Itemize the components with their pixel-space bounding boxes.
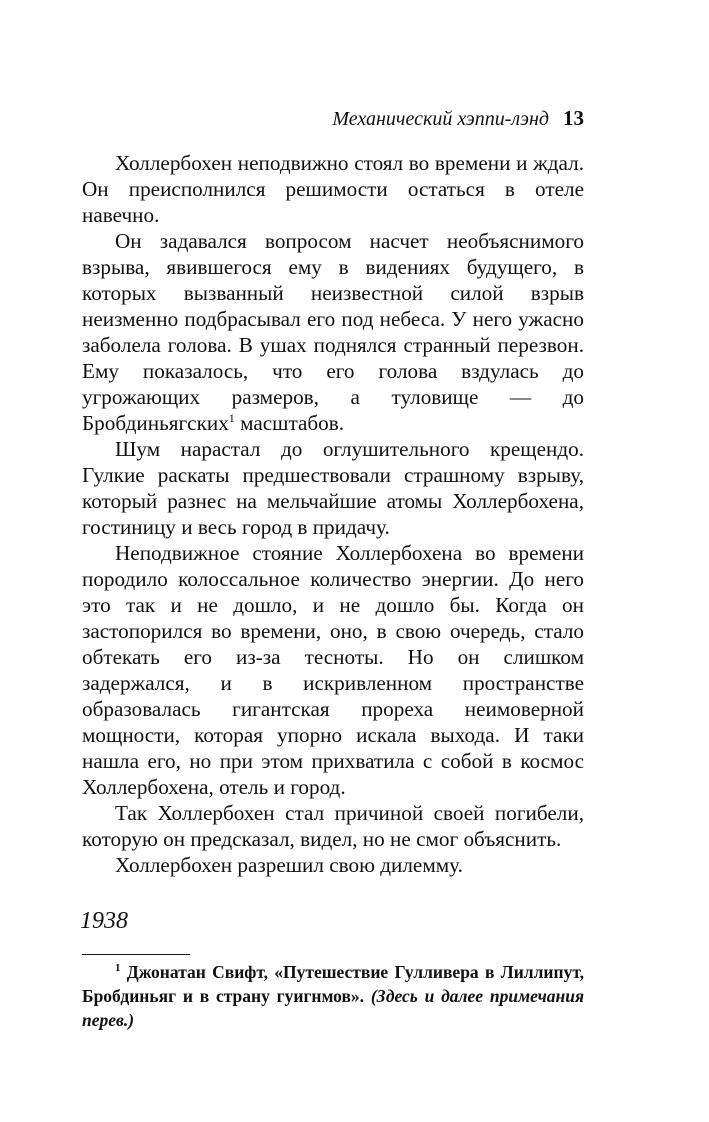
footnote-comment: (Здесь и далее примечания перев.): [82, 986, 585, 1030]
paragraph-with-footnote: [82, 228, 584, 436]
running-title: Механический хэппи-лэнд: [332, 108, 549, 130]
paragraph: Неподвижное стояние Холлербохена во времени породило колоссальное количество энергии. До него это так и не дошло, и не дошло бы. Когда он застопорился во времени, оно, в свою очередь, стало обтекать его из-за тесноты. Но он слишком задержался, и в искривленном пространстве образовалась гигантская прореха неимоверной мощности, которая упорно искала выхода. И таки нашла его, но при этом прихватила с собой в космос Холлербохена, отель и город.: [82, 541, 584, 799]
paragraph-text: Он задавался вопросом насчет необъяснимого взрыва, явившегося ему в видениях будущего, в которых вызванный неизвестной силой взрыв неизменно подбрасывал его под небеса. У него ужасно заболела голова. В ушах поднялся странный перезвон. Ему показалось, что его голова вздулась до угрожающих размеров, а туловище — до Бробдиньягских: [82, 229, 584, 435]
running-header: [332, 105, 584, 132]
main-text: [82, 150, 584, 878]
footnote-divider: [82, 954, 190, 955]
paragraph: Шум нарастал до оглушительного крещендо. Гулкие раскаты предшествовали страшному взрыву, который разнес на мельчайшие атомы Холлербохена, гостиницу и весь город в придачу.: [82, 437, 584, 539]
footnote-reference[interactable]: 1: [228, 410, 235, 425]
story-date: 1938: [80, 908, 128, 934]
footnotes: [82, 960, 584, 1032]
footnote-mark: 1: [115, 962, 121, 975]
paragraph: Холлербохен разрешил свою дилемму.: [115, 853, 463, 877]
footnote-text: Джонатан Свифт, «Путешествие Гулливера в Лиллипут, Бробдиньяг и в страну гуигнмов».: [82, 962, 584, 1006]
paragraph-text-tail: масштабов.: [234, 411, 345, 435]
paragraph: Холлербохен неподвижно стоял во времени и ждал. Он преисполнился решимости остаться в отеле навечно.: [82, 151, 584, 227]
paragraph: Так Холлербохен стал причиной своей погибели, которую он предсказал, видел, но не смог объяснить.: [82, 801, 584, 851]
page-number: 13: [563, 106, 584, 130]
footnote: [82, 960, 584, 1032]
